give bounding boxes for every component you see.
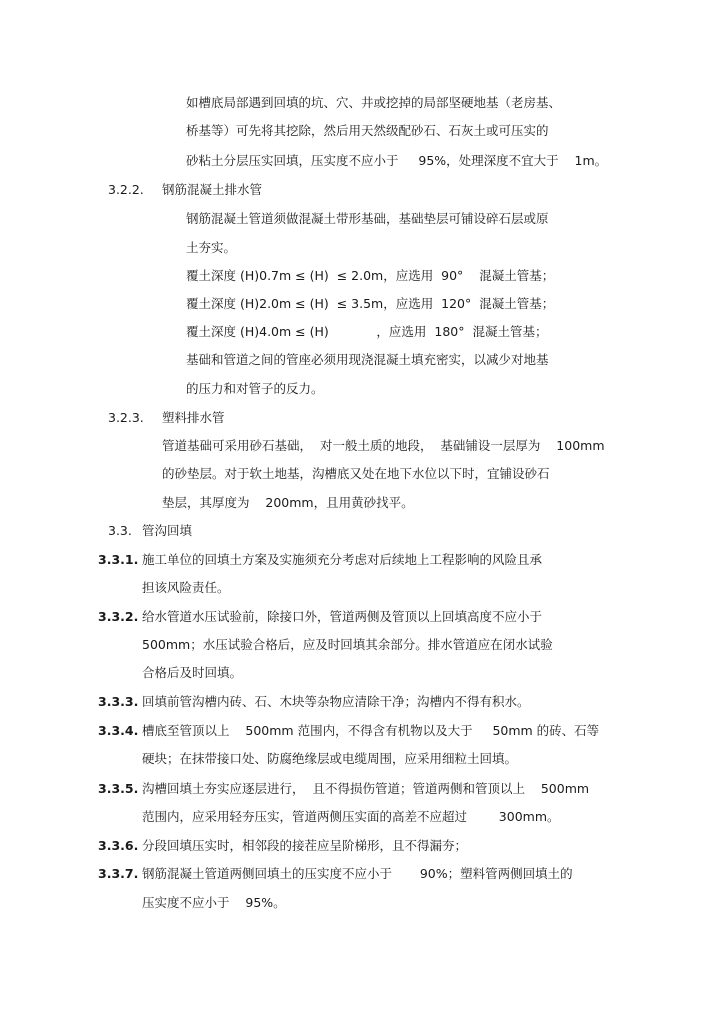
section-heading: 钢筋混凝土排水管 (162, 182, 263, 197)
text-line: 合格后及时回填。 (142, 665, 243, 680)
section-number: 3.2.3. (108, 410, 144, 425)
clause-number: 3.3.3. (98, 694, 139, 709)
clause-number: 3.3.7. (98, 866, 139, 881)
section-number: 3.3. (108, 523, 132, 538)
text-line: 基础和管道之间的管座必须用现浇混凝土填充密实，以减少对地基 (186, 352, 549, 367)
text-line: 管道基础可采用砂石基础， 对一般土质的地段， 基础铺设一层厚为 100mm (162, 438, 605, 453)
clause-number: 3.3.4. (98, 723, 139, 738)
text-line: 垫层，其厚度为 200mm，且用黄砂找平。 (162, 495, 414, 510)
clause-number: 3.3.2. (98, 609, 139, 624)
text-line: 槽底至管顶以上 500mm 范围内，不得含有机物以及大于 50mm 的砖、石等 (142, 723, 600, 738)
text-line: 分段回填压实时，相邻段的接茬应呈阶梯形，且不得漏夯； (142, 838, 468, 853)
text-line: 桥基等）可先将其挖除，然后用天然级配砂石、石灰土或可压实的 (186, 123, 549, 138)
text-line: 压实度不应小于 95%。 (142, 895, 286, 910)
text-line: 范围内，应采用轻夯压实，管道两侧压实面的高差不应超过 300mm。 (142, 809, 560, 824)
text-line: 的压力和对管子的反力。 (186, 381, 324, 396)
clause-number: 3.3.5. (98, 781, 139, 796)
text-line: 回填前管沟槽内砖、石、木块等杂物应清除干净；沟槽内不得有积水。 (142, 694, 530, 709)
text-line: 如槽底局部遇到回填的坑、穴、井或挖掉的局部坚硬地基（老房基、 (186, 95, 562, 110)
clause-number: 3.3.6. (98, 838, 139, 853)
text-line: 给水管道水压试验前，除接口外，管道两侧及管顶以上回填高度不应小于 (142, 609, 543, 624)
text-line: 施工单位的回填土方案及实施须充分考虑对后续地上工程影响的风险且承 (142, 552, 543, 567)
text-line: 覆土深度 (H)4.0m ≤ (H) ，应选用 180° 混凝土管基； (186, 324, 548, 339)
text-line: 钢筋混凝土管道两侧回填土的压实度不应小于 90%；塑料管两侧回填土的 (142, 866, 573, 881)
text-line: 的砂垫层。对于软土地基，沟槽底又处在地下水位以下时，宜铺设砂石 (162, 466, 550, 481)
text-line: 沟槽回填土夯实应逐层进行， 且不得损伤管道；管道两侧和管顶以上 500mm (142, 781, 590, 796)
text-line: 钢筋混凝土管道须做混凝土带形基础，基础垫层可铺设碎石层或原 (186, 211, 549, 226)
section-number: 3.2.2. (108, 182, 144, 197)
section-heading: 管沟回填 (142, 523, 193, 538)
text-line: 硬块；在抹带接口处、防腐绝缘层或电缆周围，应采用细粒土回填。 (142, 751, 518, 766)
section-heading: 塑料排水管 (162, 410, 225, 425)
text-line: 土夯实。 (186, 240, 237, 255)
text-line: 覆土深度 (H)0.7m ≤ (H) ≤ 2.0m，应选用 90° 混凝土管基； (186, 268, 555, 283)
text-line: 覆土深度 (H)2.0m ≤ (H) ≤ 3.5m，应选用 120° 混凝土管基； (186, 296, 555, 311)
text-line: 500mm；水压试验合格后，应及时回填其余部分。排水管道应在闭水试验 (142, 637, 553, 652)
text-line: 砂粘土分层压实回填，压实度不应小于 95%，处理深度不宜大于 1m。 (186, 153, 608, 168)
text-line: 担该风险责任。 (142, 580, 230, 595)
clause-number: 3.3.1. (98, 552, 139, 567)
